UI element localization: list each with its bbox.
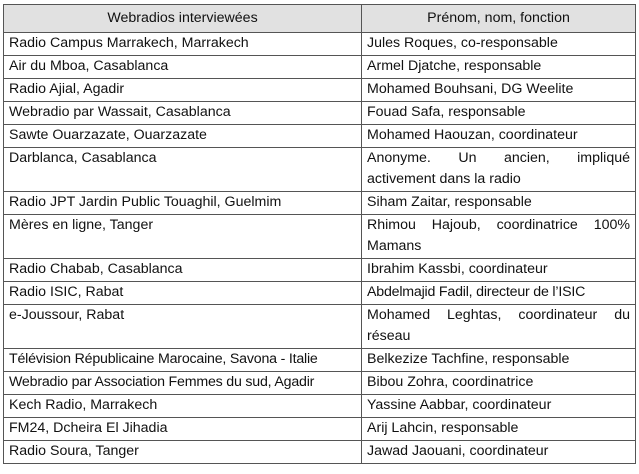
person-cell: Mohamed Haouzan, coordinateur: [362, 125, 636, 148]
webradio-cell: Radio JPT Jardin Public Touaghil, Guelmim: [4, 192, 362, 215]
header-webradios: Webradios interviewées: [4, 5, 362, 33]
webradio-cell: FM24, Dcheira El Jihadia: [4, 418, 362, 441]
header-row: [4, 5, 636, 33]
webradio-cell: e-Joussour, Rabat: [4, 305, 362, 349]
webradio-cell: Webradio par Wassait, Casablanca: [4, 102, 362, 125]
webradio-cell: Air du Mboa, Casablanca: [4, 56, 362, 79]
webradio-cell: Mères en ligne, Tanger: [4, 215, 362, 259]
person-cell: Ibrahim Kassbi, coordinateur: [362, 259, 636, 282]
table-row: [4, 395, 636, 418]
webradio-cell: Radio Ajial, Agadir: [4, 79, 362, 102]
interviewees-table: [3, 4, 636, 464]
table-row: [4, 102, 636, 125]
webradio-cell: Darblanca, Casablanca: [4, 148, 362, 192]
table-row: [4, 372, 636, 395]
person-cell: Jules Roques, co-responsable: [362, 33, 636, 56]
person-cell: Arij Lahcin, responsable: [362, 418, 636, 441]
person-cell: Siham Zaitar, responsable: [362, 192, 636, 215]
webradio-cell: Radio Chabab, Casablanca: [4, 259, 362, 282]
person-cell: Fouad Safa, responsable: [362, 102, 636, 125]
person-cell: Jawad Jaouani, coordinateur: [362, 441, 636, 464]
webradio-cell: Webradio par Association Femmes du sud, Agadir: [4, 372, 362, 395]
webradio-cell: Sawte Ouarzazate, Ouarzazate: [4, 125, 362, 148]
webradio-cell: Radio ISIC, Rabat: [4, 282, 362, 305]
table-row: [4, 148, 636, 192]
table-row: [4, 441, 636, 464]
table-row: [4, 282, 636, 305]
person-cell: Mohamed Bouhsani, DG Weelite: [362, 79, 636, 102]
table-row: [4, 305, 636, 349]
table-row: [4, 79, 636, 102]
person-cell: Rhimou Hajoub, coordinatrice 100% Mamans: [362, 215, 636, 259]
table-row: [4, 56, 636, 79]
webradio-cell: Kech Radio, Marrakech: [4, 395, 362, 418]
table-row: [4, 125, 636, 148]
table-row: [4, 349, 636, 372]
person-cell: Yassine Aabbar, coordinateur: [362, 395, 636, 418]
table-row: [4, 192, 636, 215]
table-row: [4, 215, 636, 259]
person-cell: Abdelmajid Fadil, directeur de l’ISIC: [362, 282, 636, 305]
table-row: [4, 259, 636, 282]
webradio-cell: Télévision Républicaine Marocaine, Savona - Italie: [4, 349, 362, 372]
person-cell: Mohamed Leghtas, coordinateur du réseau: [362, 305, 636, 349]
webradio-cell: Radio Soura, Tanger: [4, 441, 362, 464]
person-cell: Belkezize Tachfine, responsable: [362, 349, 636, 372]
table-row: [4, 418, 636, 441]
person-cell: Armel Djatche, responsable: [362, 56, 636, 79]
person-cell: Bibou Zohra, coordinatrice: [362, 372, 636, 395]
webradio-cell: Radio Campus Marrakech, Marrakech: [4, 33, 362, 56]
table-row: [4, 33, 636, 56]
header-person: Prénom, nom, fonction: [362, 5, 636, 33]
person-cell: Anonyme. Un ancien, impliqué activement dans la radio: [362, 148, 636, 192]
